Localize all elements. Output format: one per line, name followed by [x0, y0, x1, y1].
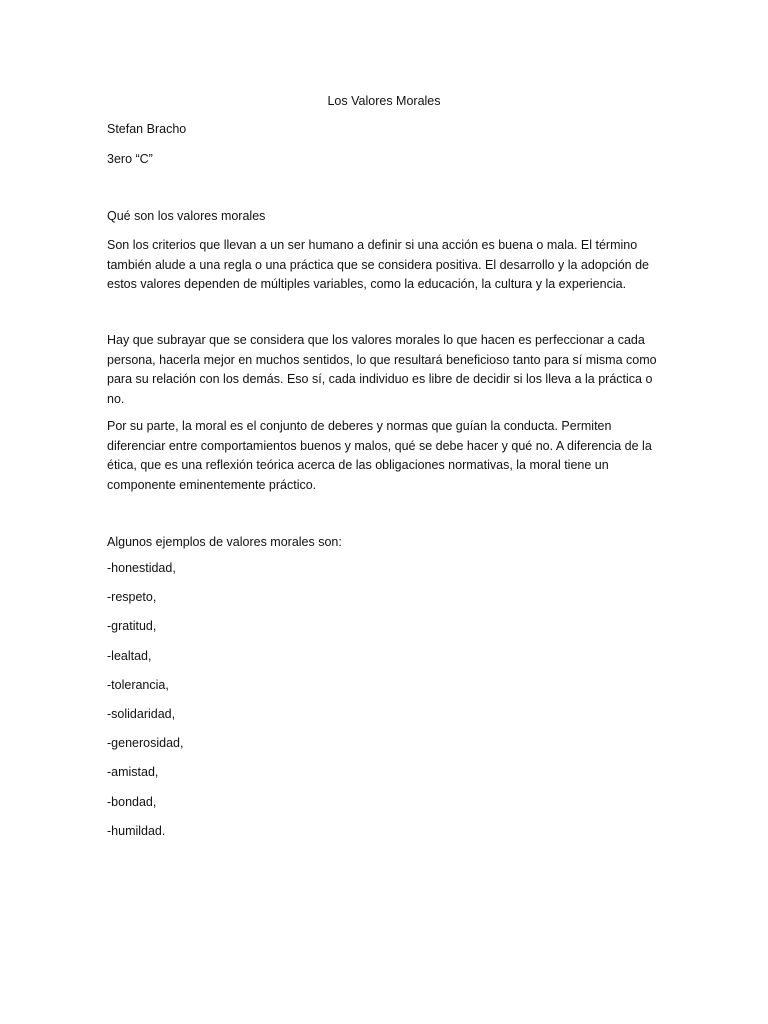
paragraph-moral: Por su parte, la moral es el conjunto de deberes y normas que guían la conducta. Permiten diferenciar entre comportamientos buenos y malos, qué se debe hacer y qué no. A diferencia de la ética, que es una reflexión teórica acerca de las obligaciones normativas, la moral tiene un componente eminentemente práctico. — [107, 419, 652, 492]
list-item: -solidaridad, — [107, 706, 176, 721]
list-item: -honestidad, — [107, 561, 176, 575]
paragraph-definition: Son los criterios que llevan a un ser humano a definir si una acción es buena o mala. El término también alude a una regla o una práctica que se considera positiva. El desarrollo y la adopción de estos valores dependen de múltiples variables, como la educación, la cultura y la experiencia. — [107, 238, 650, 291]
examples-list — [107, 559, 183, 851]
author-name: Stefan Bracho — [107, 122, 187, 136]
list-item: -gratitud, — [107, 619, 157, 634]
examples-intro: Algunos ejemplos de valores morales son: — [107, 535, 342, 549]
list-item: -bondad, — [107, 794, 157, 809]
grade-label: 3ero “C” — [107, 152, 153, 166]
document-title: Los Valores Morales — [327, 94, 441, 108]
list-item: -humildad. — [107, 823, 166, 838]
list-item: -generosidad, — [107, 736, 184, 751]
list-item: -lealtad, — [107, 648, 152, 663]
section-heading: Qué son los valores morales — [107, 209, 266, 223]
list-item: -respeto, — [107, 590, 157, 605]
list-item: -amistad, — [107, 765, 159, 780]
list-item: -tolerancia, — [107, 677, 169, 692]
paragraph-perfection: Hay que subrayar que se considera que los valores morales lo que hacen es perfeccionar a cada persona, hacerla mejor en muchos sentidos, lo que resultará beneficioso tanto para sí misma como para su relación con los demás. Eso sí, cada individuo es libre de decidir si los lleva a la práctica o no. — [107, 333, 657, 406]
